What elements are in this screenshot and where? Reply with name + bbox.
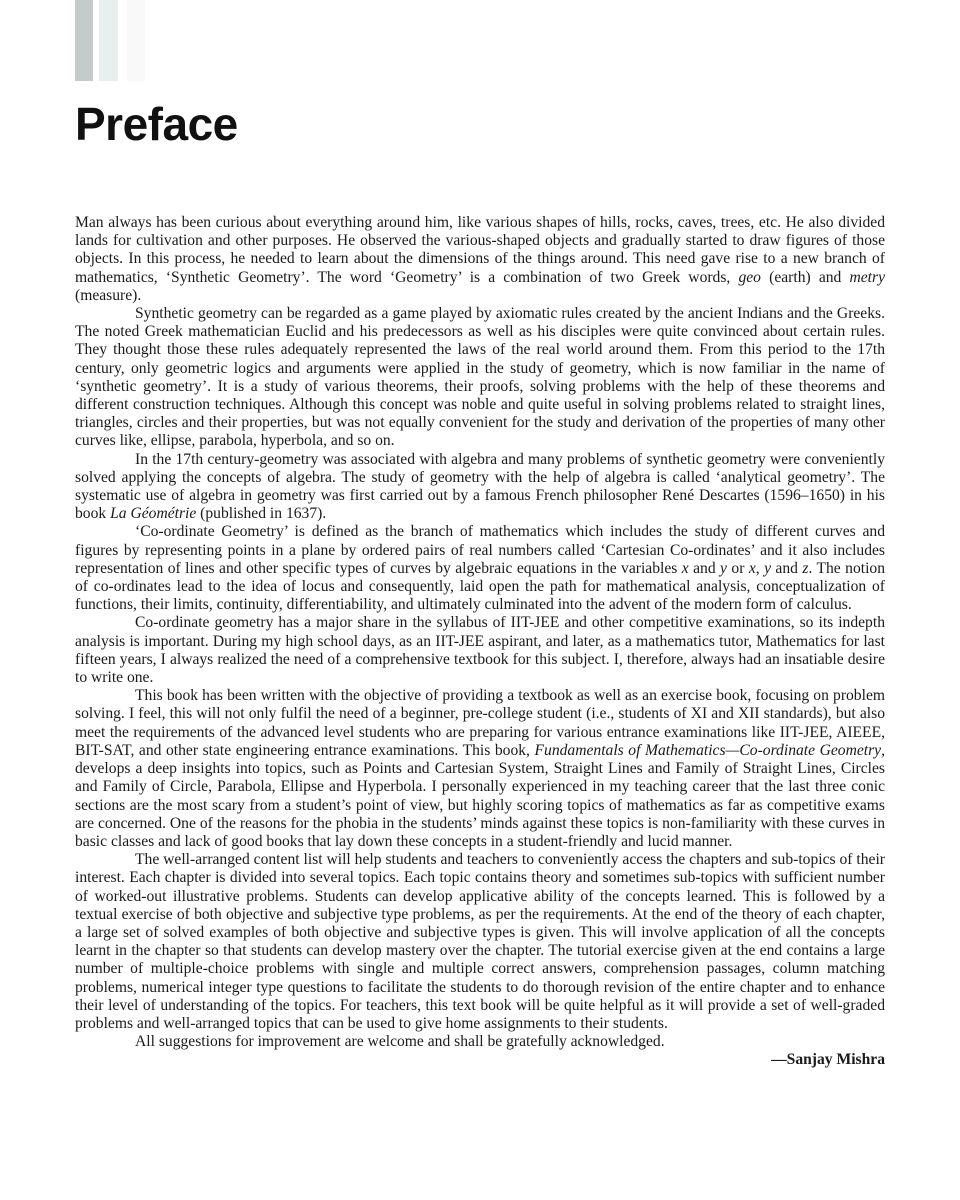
author-signature: —Sanjay Mishra — [771, 1051, 885, 1069]
paragraph: All suggestions for improvement are welcome and shall be gratefully acknowledged. — [135, 1033, 665, 1051]
italic-term: x — [681, 559, 689, 577]
italic-term: La Géométrie — [110, 505, 197, 523]
italic-term: geo — [738, 268, 761, 286]
decor-bar-1 — [75, 0, 93, 81]
italic-term: Fundamentals of Mathematics—Co-ordinate Geometry — [534, 741, 882, 759]
paragraph: This book has been written with the objective of providing a textbook as well as an exercise book, focusing on problem solving. I feel, this will not only fulfil the need of a beginner, pre-college student (i.e., students of XI and XII standards), but also meet the requirements of the advanced level students who are preparing for various entrance examinations like IIT-JEE, AIEEE, BIT-SAT, and other state engineering entrance examinations. This book, Fundamentals of Mathematics—Co-ordinate Geometry, develops a deep insights into topics, such as Points and Cartesian System, Straight Lines and Family of Straight Lines, Circles and Family of Circle, Parabola, Ellipse and Hyperbola. I personally experienced in my teaching career that the last three conic sections are the most scary from a student’s point of view, but highly scoring topics of mathematics as far as competitive exams are concerned. One of the reasons for the phobia in the students’ minds against these topics is non-familiarity with these curves in basic classes and lack of good books that lay down these concepts in a student-friendly and lucid manner. — [75, 687, 885, 850]
italic-term: y — [764, 559, 771, 577]
decor-bar-2 — [99, 0, 118, 81]
italic-term: x — [748, 559, 756, 577]
paragraph: Co-ordinate geometry has a major share in the syllabus of IIT-JEE and other competitive examinations, so its indepth analysis is important. During my high school days, as an IIT-JEE aspirant, and later, as a mathematics tutor, Mathematics for last fifteen years, I always realized the need of a comprehensive textbook for this subject. I, therefore, always had an insatiable desire to write one. — [75, 614, 885, 687]
paragraph: Synthetic geometry can be regarded as a game played by axiomatic rules created by the ancient Indians and the Greeks. The noted Greek mathematician Euclid and his predecessors as well as his disciples were quite convinced about certain rules. They thought those these rules adequately represented the laws of the real world around them. From this period to the 17th century, only geometric logics and arguments were applied in the study of geometry, which is now familiar in the name of ‘synthetic geometry’. It is a study of various theorems, their proofs, solving problems with the help of these theorems and different construction techniques. Although this concept was noble and quite useful in solving problems related to straight lines, triangles, circles and their properties, but was not equally convenient for the study and derivation of the properties of many other curves like, ellipse, parabola, hyperbola, and so on. — [75, 305, 885, 450]
italic-term: metry — [849, 268, 885, 286]
preface-body — [75, 214, 885, 1070]
page-title: Preface — [75, 98, 238, 150]
decor-bar-3 — [127, 0, 145, 81]
italic-term: y — [720, 559, 727, 577]
paragraph: ‘Co-ordinate Geometry’ is defined as the branch of mathematics which includes the study of different curves and figures by representing points in a plane by ordered pairs of real numbers called ‘Cartesian Co-ordinates’ and it also includes representation of lines and other specific types of curves by algebraic equations in the variables x and y or x, y and z. The notion of co-ordinates lead to the idea of locus and consequently, laid open the path for mathematical analysis, conceptualization of functions, their limits, continuity, differentiability, and ultimately culminated into the advent of the modern form of calculus. — [75, 523, 886, 614]
paragraph: In the 17th century-geometry was associated with algebra and many problems of synthetic geometry were conveniently solved applying the concepts of algebra. The study of geometry with the help of algebra is called ‘analytical geometry’. The systematic use of algebra in geometry was first carried out by a famous French philosopher René Descartes (1596–1650) in his book La Géométrie (published in 1637). — [75, 450, 885, 523]
paragraph: Man always has been curious about everything around him, like various shapes of hills, rocks, caves, trees, etc. He also divided lands for cultivation and other purposes. He observed the various-shaped objects and gradually started to draw figures of those objects. In this process, he needed to learn about the dimensions of the things around. This need gave rise to a new branch of mathematics, ‘Synthetic Geometry’. The word ‘Geometry’ is a combination of two Greek words, geo (earth) and metry (measure). — [75, 214, 885, 304]
italic-term: z — [802, 559, 809, 577]
paragraph: The well-arranged content list will help students and teachers to conveniently access the chapters and sub-topics of their interest. Each chapter is divided into several topics. Each topic contains theory and sometimes sub-topics with sufficient number of worked-out illustrative problems. Students can develop applicative ability of the concepts learned. This is followed by a textual exercise of both objective and subjective type problems, as per the requirements. At the end of the theory of each chapter, a large set of solved examples of both objective and subjective types is given. This will involve application of all the concepts learnt in the chapter so that students can develop mastery over the chapter. The tutorial exercise given at the end contains a large number of multiple-choice problems with single and multiple correct answers, comprehension passages, column matching problems, numerical integer type questions to facilitate the students to do thorough revision of the entire chapter and to enhance their level of understanding of the topics. For teachers, this text book will be quite helpful as it will provide a set of well-graded problems and well-arranged topics that can be used to give home assignments to their students. — [75, 851, 885, 1032]
